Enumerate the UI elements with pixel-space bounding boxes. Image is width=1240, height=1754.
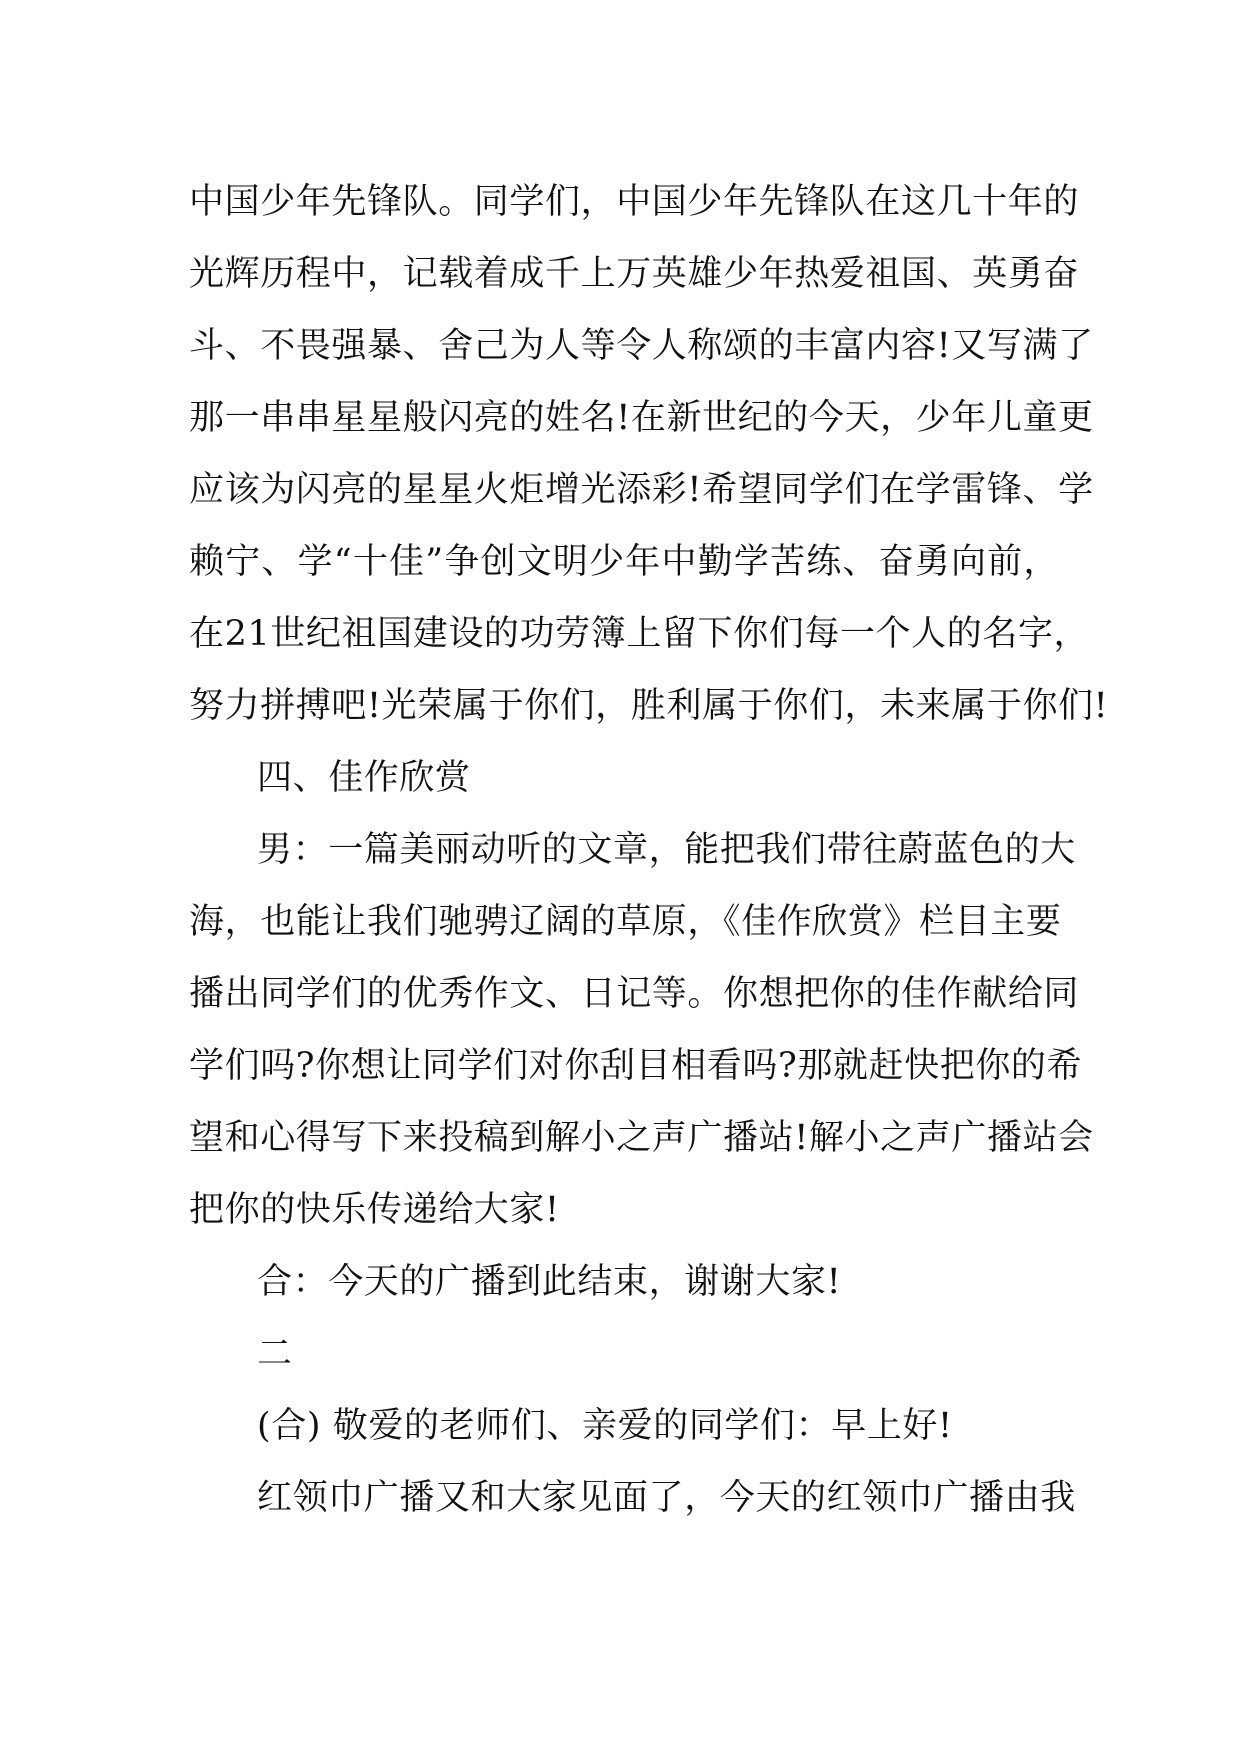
section-number: 二: [257, 1334, 293, 1374]
paragraph-line: 把你的快乐传递给大家!: [189, 1190, 560, 1230]
paragraph-line: 望和心得写下来投稿到解小之声广播站!解小之声广播站会: [189, 1118, 1094, 1158]
paragraph-line: 在21世纪祖国建设的功劳簿上留下你们每一个人的名字，: [189, 614, 1090, 654]
paragraph-line: 合：今天的广播到此结束，谢谢大家!: [257, 1262, 842, 1302]
paragraph-line: 斗、不畏强暴、舍己为人等令人称颂的丰富内容!又写满了: [189, 326, 1094, 366]
paragraph-line: 努力拼搏吧!光荣属于你们，胜利属于你们，未来属于你们!: [189, 686, 1109, 726]
paragraph-line: 中国少年先锋队。同学们，中国少年先锋队在这几十年的: [189, 182, 1080, 222]
paragraph-line: 男：一篇美丽动听的文章，能把我们带往蔚蓝色的大: [257, 830, 1076, 870]
paragraph-line: 应该为闪亮的星星火炬增光添彩!希望同学们在学雷锋、学: [189, 470, 1094, 510]
section-heading: 四、佳作欣赏: [257, 758, 471, 798]
paragraph-line: 学们吗?你想让同学们对你刮目相看吗?那就赶快把你的希: [189, 1046, 1083, 1086]
paragraph-line: 海，也能让我们驰骋辽阔的草原，《佳作欣赏》栏目主要: [189, 902, 1062, 942]
paragraph-line: 光辉历程中，记载着成千上万英雄少年热爱祖国、英勇奋: [189, 254, 1080, 294]
paragraph-line: 赖宁、学“十佳”争创文明少年中勤学苦练、奋勇向前，: [189, 542, 1059, 582]
paragraph-line: (合) 敬爱的老师们、亲爱的同学们：早上好!: [257, 1406, 953, 1446]
paragraph-line: 红领巾广播又和大家见面了，今天的红领巾广播由我: [257, 1478, 1076, 1518]
paragraph-line: 那一串串星星般闪亮的姓名!在新世纪的今天，少年儿童更: [189, 398, 1094, 438]
paragraph-line: 播出同学们的优秀作文、日记等。你想把你的佳作献给同: [189, 974, 1080, 1014]
